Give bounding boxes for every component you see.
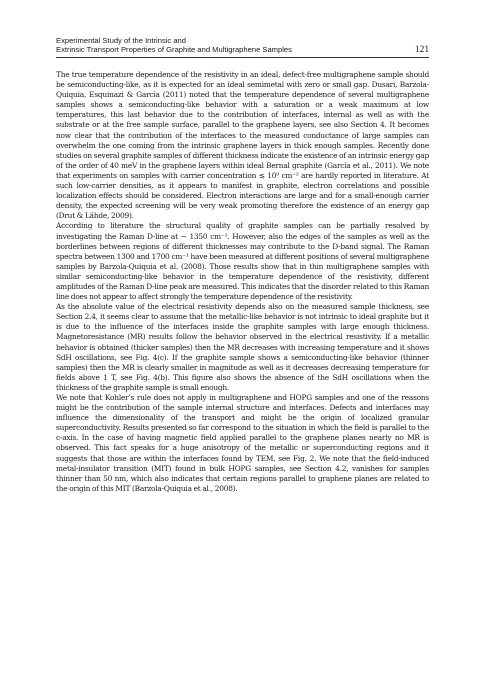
header-title-line-1: Experimental Study of the Intrinsic and — [56, 36, 187, 45]
paragraph-temperature-dependence: The true temperature dependence of the resistivity in an ideal, defect-free multigraphene sample should be semiconducting-like, as it is expected for an ideal semimetal with zero or small gap. Dusari, Barzola-Quiquia, Esquinazi & García (2011) noted that the temperature dependence of several multigraphene samples shows a semiconducting-like behavior with a saturation or a weak maximum at low temperatures, this last behavior due to the contribution of interfaces, internal as well as with the substrate or at the free sample surface, parallel to the graphene layers, see also Section 4. It becomes now clear that the contribution of the interfaces to the measured conductance of large samples can overwhelm the one coming from the intrinsic graphene layers in thick enough samples. Recently done studies on several graphite samples of different thickness indicate the existence of an intrinsic energy gap of the order of 40 meV in the graphene layers within ideal Bernal graphite (García et al., 2011). We note that experiments on samples with carrier concentration ≲ 10⁹ cm⁻² are hardly reported in literature. At such low-carrier densities, as it appears to manifest in graphite, electron correlations and possible localization effects should be considered. Electron interactions are large and for a small-enough carrier density, the expected screening will be very weak promoting therefore the existence of an energy gap (Drut & Lähde, 2009). — [56, 70, 429, 221]
header-rule — [56, 57, 429, 58]
paragraph-kohler-rule: We note that Kohler’s rule does not apply in multigraphene and HOPG samples and one of the reasons might be the contribution of the sample internal structure and interfaces. Defects and interfaces may influence the dimensionality of the transport and might be the origin of localized granular superconductivity. Results presented so far correspond to the situation in which the field is parallel to the c-axis. In the case of having magnetic field applied parallel to the graphene planes nearly no MR is observed. This fact speaks for a huge anisotropy of the metallic or superconducting regions and it suggests that those are within the interfaces found by TEM, see Fig. 2. We note that the field-induced metal-insulator transition (MIT) found in bulk HOPG samples, see Section 4.2, vanishes for samples thinner than 50 nm, which also indicates that certain regions parallel to graphene planes are related to the origin of this MIT (Barzola-Quiquia et al., 2008). — [56, 393, 429, 493]
body-text — [56, 70, 429, 494]
header-line-2 — [56, 45, 429, 55]
page-number: 121 — [414, 45, 429, 56]
paragraph-raman: According to literature the structural quality of graphite samples can be partially resolved by investigating the Raman D-line at ∼ 1350 cm⁻¹. However, also the edges of the samples as well as the borderlines between regions of different thicknesses may contribute to the D-band signal. The Raman spectra between 1300 and 1700 cm⁻¹ have been measured at different positions of several multigraphene samples by Barzola-Quiquia et al. (2008). Those results show that in thin multigraphene samples with similar semiconducting-like behavior in the temperature dependence of the resistivity, different amplitudes of the Raman D-line peak are measured. This indicates that the disorder related to this Raman line does not appear to affect strongly the temperature dependence of the resistivity. — [56, 221, 429, 302]
running-header — [56, 36, 429, 55]
header-title-line-2: Extrinsic Transport Properties of Graphite and Multigraphene Samples — [56, 45, 292, 55]
paragraph-resistivity-thickness: As the absolute value of the electrical resistivity depends also on the measured sample thickness, see Section 2.4, it seems clear to assume that the metallic-like behavior is not intrinsic to ideal graphite but it is due to the influence of the interfaces inside the graphite samples with large enough thickness. Magnetoresistance (MR) results follow the behavior observed in the electrical resistivity. If a metallic behavior is obtained (thicker samples) then the MR decreases with increasing temperature and it shows SdH oscillations, see Fig. 4(c). If the graphite sample shows a semiconducting-like behavior (thinner samples) then the MR is clearly smaller in magnitude as well as it decreases decreasing temperature for fields above 1 T, see Fig. 4(b). This figure also shows the absence of the SdH oscillations when the thickness of the graphite sample is small enough. — [56, 302, 429, 392]
